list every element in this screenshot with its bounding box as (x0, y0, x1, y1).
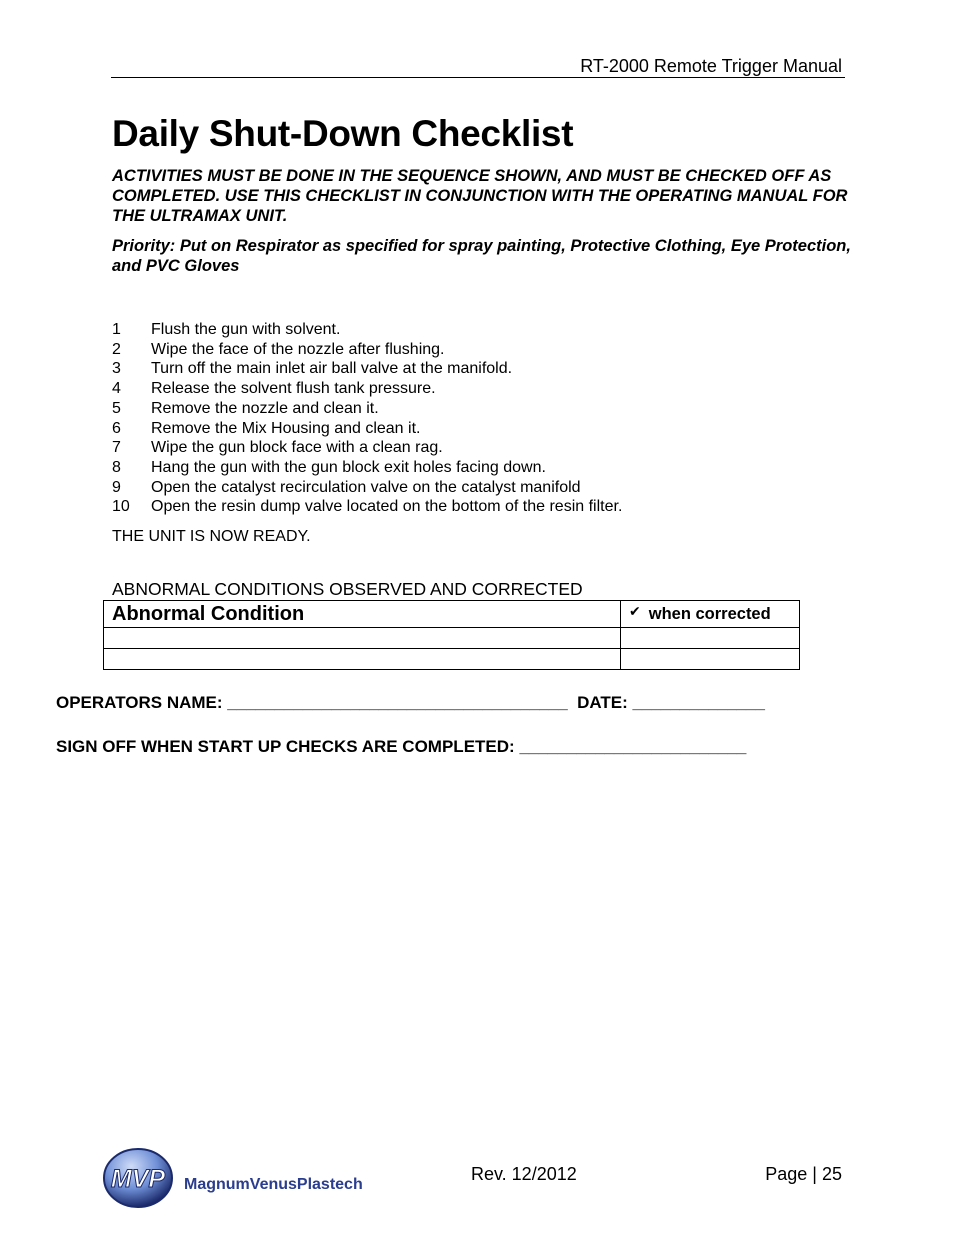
step-number: 9 (112, 478, 121, 496)
table-header-row (104, 601, 800, 628)
step-text: Open the catalyst recirculation valve on the catalyst manifold (151, 478, 581, 496)
ready-text: THE UNIT IS NOW READY. (112, 528, 311, 545)
manual-title: RT-2000 Remote Trigger Manual (580, 56, 842, 76)
signoff-line (56, 737, 746, 757)
operator-name-field[interactable]: ____________________________________ (227, 693, 568, 712)
step-number: 8 (112, 458, 121, 476)
table-row (104, 649, 800, 670)
date-field[interactable]: ______________ (632, 693, 765, 712)
step-number: 7 (112, 439, 121, 457)
signoff-label: SIGN OFF WHEN START UP CHECKS ARE COMPLETED: (56, 737, 515, 756)
corrected-cell[interactable] (621, 649, 800, 670)
list-item (112, 458, 622, 478)
list-item (112, 438, 622, 458)
step-text: Release the solvent flush tank pressure. (151, 380, 436, 398)
corrected-cell[interactable] (621, 628, 800, 649)
operator-line (56, 693, 765, 713)
warning-text: ACTIVITIES MUST BE DONE IN THE SEQUENCE SHOWN, AND MUST BE CHECKED OFF AS COMPLETED. USE THIS CHECKLIST IN CONJUNCTION WITH THE OPERATING MANUAL FOR THE ULTRAMAX UNIT. (112, 167, 848, 225)
step-text: Remove the Mix Housing and clean it. (151, 419, 421, 437)
col-header-corrected (621, 601, 800, 628)
checkmark-icon: ✔ (629, 602, 641, 619)
col-header-condition: Abnormal Condition (104, 601, 621, 628)
date-label: DATE: (577, 693, 628, 712)
step-text: Wipe the face of the nozzle after flushing. (151, 340, 445, 358)
steps-list (112, 320, 622, 517)
condition-cell[interactable] (104, 628, 621, 649)
step-number: 10 (112, 498, 130, 516)
signoff-field[interactable]: ________________________ (519, 737, 747, 756)
condition-cell[interactable] (104, 649, 621, 670)
step-number: 5 (112, 399, 121, 417)
step-number: 6 (112, 419, 121, 437)
operator-name-label: OPERATORS NAME: (56, 693, 223, 712)
step-number: 2 (112, 340, 121, 358)
list-item (112, 399, 622, 419)
page-number: Page | 25 (765, 1164, 842, 1184)
step-text: Flush the gun with solvent. (151, 321, 341, 338)
step-text: Remove the nozzle and clean it. (151, 399, 379, 417)
list-item (112, 497, 622, 517)
revision-date: Rev. 12/2012 (471, 1164, 577, 1184)
list-item (112, 340, 622, 360)
priority-text: Priority: Put on Respirator as specified for spray painting, Protective Clothing, Eye Protection, and PVC Gloves (112, 237, 851, 275)
step-number: 3 (112, 360, 121, 378)
table-row (104, 628, 800, 649)
header-divider (111, 77, 845, 78)
abnormal-heading: ABNORMAL CONDITIONS OBSERVED AND CORRECTED (112, 579, 583, 599)
step-number: 4 (112, 380, 121, 398)
list-item (112, 379, 622, 399)
company-logo (100, 1145, 390, 1211)
step-text: Wipe the gun block face with a clean rag. (151, 439, 443, 457)
company-name: MagnumVenusPlastech (184, 1176, 363, 1193)
list-item (112, 419, 622, 439)
page-title: Daily Shut-Down Checklist (112, 113, 574, 154)
list-item (112, 320, 622, 340)
list-item (112, 478, 622, 498)
step-number: 1 (112, 321, 121, 338)
col-header-corrected-label: when corrected (648, 604, 771, 623)
step-text: Turn off the main inlet air ball valve at the manifold. (151, 360, 513, 378)
abnormal-conditions-table (103, 600, 800, 670)
logo-mark: MVP (110, 1165, 166, 1193)
step-text: Open the resin dump valve located on the bottom of the resin filter. (151, 498, 623, 516)
step-text: Hang the gun with the gun block exit holes facing down. (151, 458, 546, 476)
list-item (112, 359, 622, 379)
